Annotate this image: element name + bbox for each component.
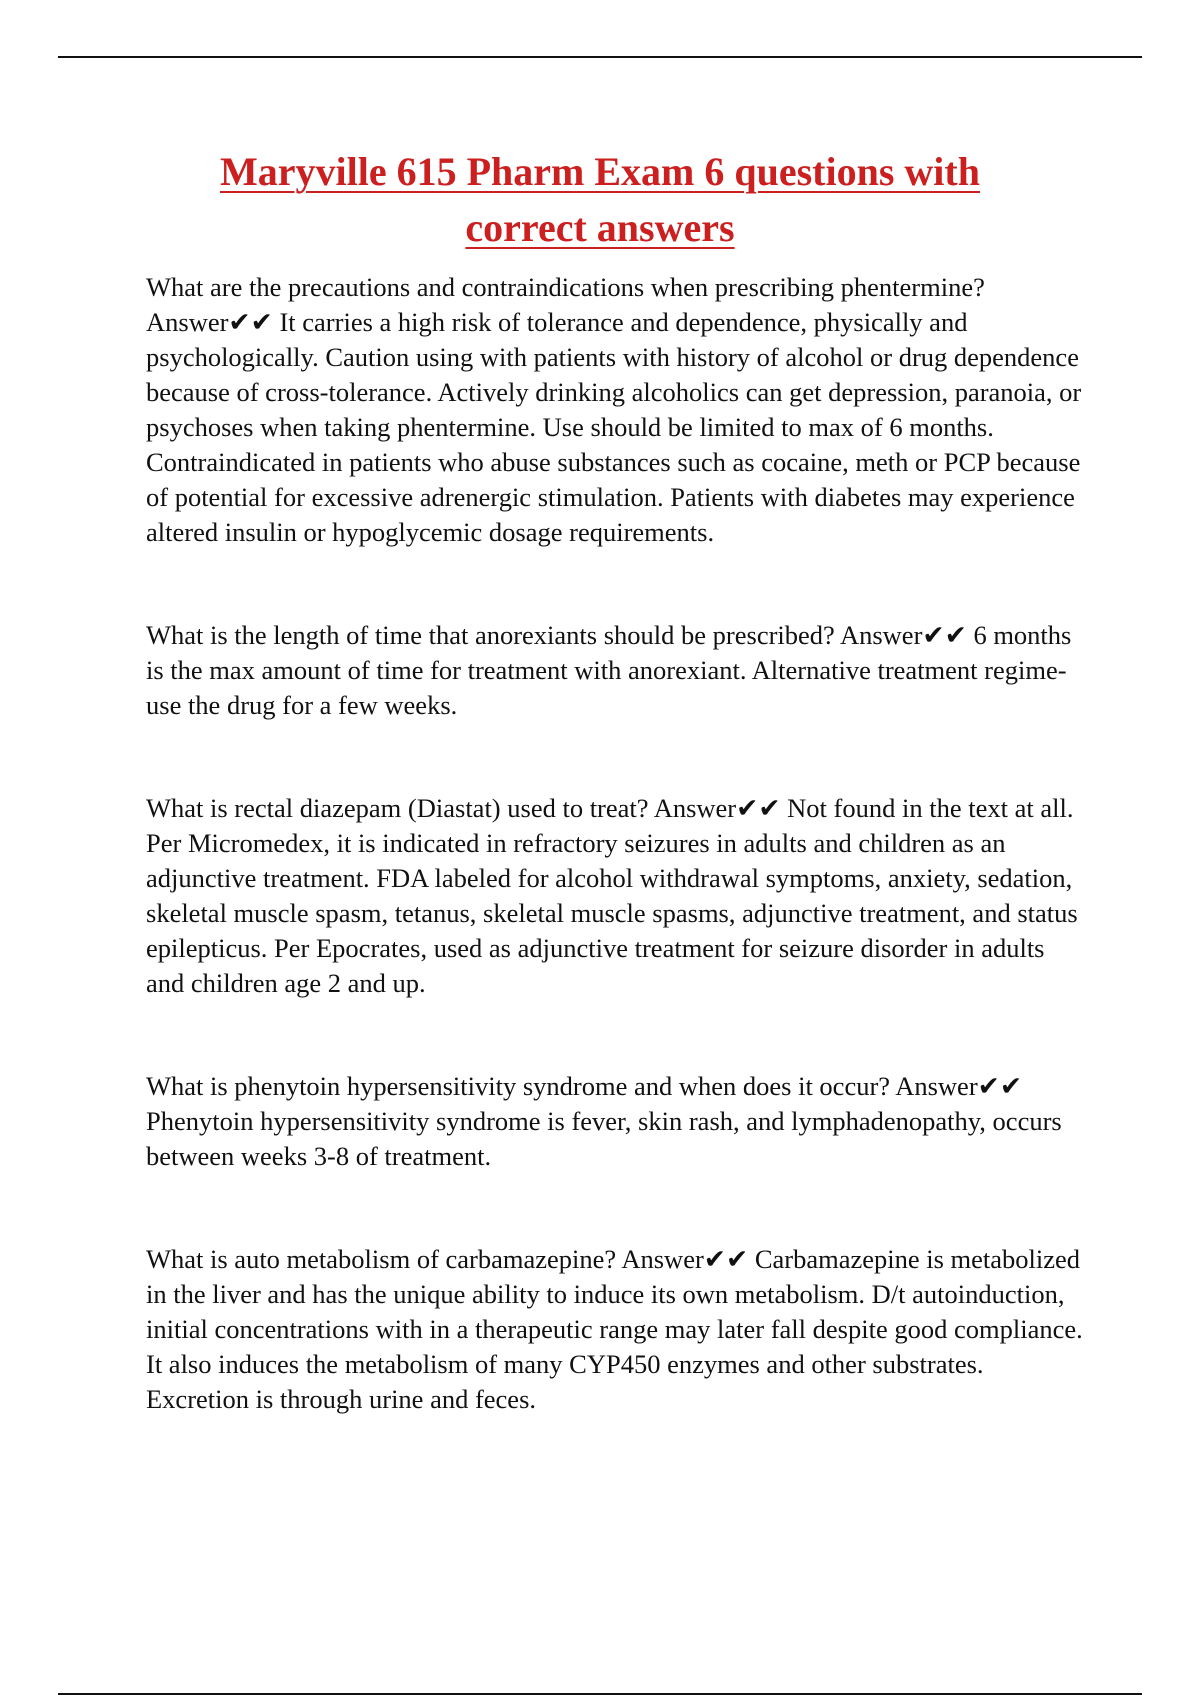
question-text: What is auto metabolism of carbamazepine? xyxy=(146,1244,617,1274)
question-text: What is the length of time that anorexiants should be prescribed? xyxy=(146,620,835,650)
document-title xyxy=(100,144,1100,256)
top-rule xyxy=(58,56,1142,58)
answer-text: Carbamazepine is metabolized in the liver and has the unique ability to induce its own metabolism. D/t autoinduction, initial concentrations with in a therapeutic range may later fall despite good compliance. It also induces the metabolism of many CYP450 enzymes and other substrates. Excretion is through urine and feces. xyxy=(146,1244,1083,1414)
qa-item xyxy=(146,1242,1086,1417)
question-text: What are the precautions and contraindications when prescribing phentermine? xyxy=(146,272,985,302)
question-text: What is rectal diazepam (Diastat) used to treat? xyxy=(146,793,649,823)
qa-item xyxy=(146,1069,1086,1174)
answer-text: Not found in the text at all. Per Micromedex, it is indicated in refractory seizures in adults and children as an adjunctive treatment. FDA labeled for alcohol withdrawal symptoms, anxiety, sedation, skeletal muscle spasm, tetanus, skeletal muscle spasms, adjunctive treatment, and status epilepticus. Per Epocrates, used as adjunctive treatment for seizure disorder in adults and children age 2 and up. xyxy=(146,793,1078,998)
qa-item xyxy=(146,618,1086,723)
title-line-2: correct answers xyxy=(465,205,735,250)
answer-label: Answer✔✔ xyxy=(146,307,273,337)
answer-label: Answer✔✔ xyxy=(653,793,781,823)
answer-label: Answer✔✔ xyxy=(839,620,967,650)
qa-item xyxy=(146,270,1086,550)
qa-list xyxy=(146,270,1086,1485)
qa-item xyxy=(146,791,1086,1001)
bottom-rule xyxy=(58,1693,1142,1695)
answer-text: 6 months is the max amount of time for treatment with anorexiant. Alternative treatment regime-use the drug for a few weeks. xyxy=(146,620,1072,720)
answer-text: Phenytoin hypersensitivity syndrome is fever, skin rash, and lymphadenopathy, occurs between weeks 3-8 of treatment. xyxy=(146,1106,1062,1171)
answer-text: It carries a high risk of tolerance and dependence, physically and psychologically. Caution using with patients with history of alcohol or drug dependence because of cross-tolerance. Actively drinking alcoholics can get depression, paranoia, or psychoses when taking phentermine. Use should be limited to max of 6 months. Contraindicated in patients who abuse substances such as cocaine, meth or PCP because of potential for excessive adrenergic stimulation. Patients with diabetes may experience altered insulin or hypoglycemic dosage requirements. xyxy=(146,307,1082,547)
title-line-1: Maryville 615 Pharm Exam 6 questions with xyxy=(220,149,980,194)
question-text: What is phenytoin hypersensitivity syndrome and when does it occur? xyxy=(146,1071,891,1101)
answer-label: Answer✔✔ xyxy=(895,1071,1023,1101)
answer-label: Answer✔✔ xyxy=(621,1244,749,1274)
